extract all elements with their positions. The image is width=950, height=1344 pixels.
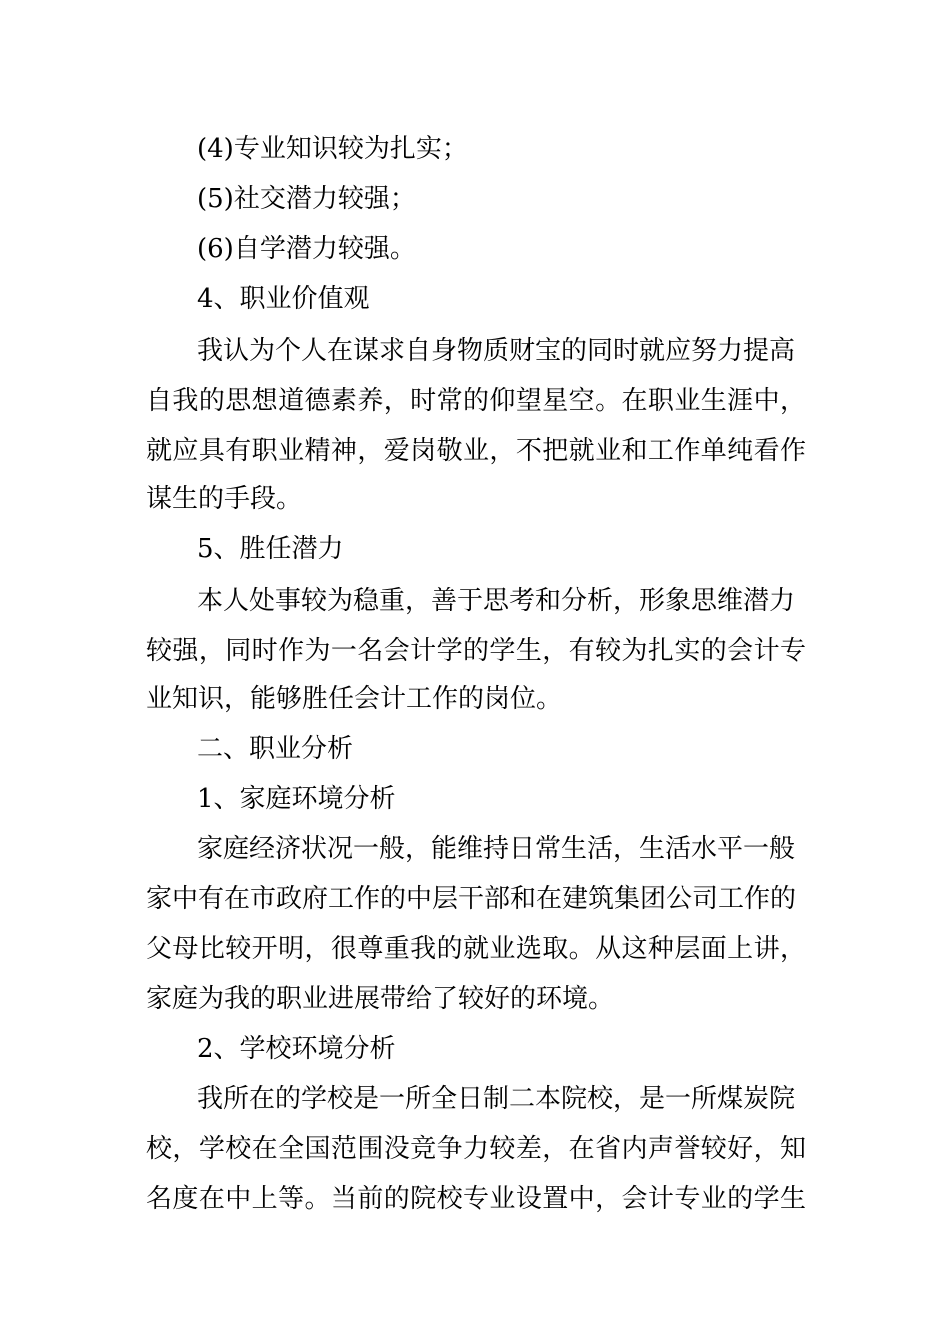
section-heading: 1、家庭环境分析: [197, 784, 396, 814]
paragraph-line: 较强，同时作为一名会计学的学生，有较为扎实的会计专: [146, 636, 806, 666]
paragraph-line: 本人处事较为稳重，善于思考和分析，形象思维潜力: [197, 586, 796, 616]
paragraph-line: 自我的思想道德素养，时常的仰望星空。在职业生涯中，: [146, 386, 806, 416]
list-item: (6)自学潜力较强。: [197, 234, 416, 264]
section-heading: 4、职业价值观: [197, 284, 370, 314]
paragraph-line: 家庭为我的职业进展带给了较好的环境。: [146, 984, 615, 1014]
paragraph-line: 家庭经济状况一般，能维持日常生活，生活水平一般: [197, 834, 796, 864]
list-item: (4)专业知识较为扎实；: [197, 134, 468, 164]
paragraph-line: 父母比较开明，很尊重我的就业选取。从这种层面上讲，: [146, 934, 806, 964]
section-heading: 5、胜任潜力: [197, 534, 344, 564]
paragraph-line: 我认为个人在谋求自身物质财宝的同时就应努力提高: [197, 336, 796, 366]
paragraph-line: 谋生的手段。: [146, 484, 303, 514]
section-heading: 2、学校环境分析: [197, 1034, 396, 1064]
section-heading: 二、职业分析: [197, 734, 354, 764]
paragraph-line: 家中有在市政府工作的中层干部和在建筑集团公司工作的: [146, 884, 797, 914]
paragraph-line: 我所在的学校是一所全日制二本院校，是一所煤炭院: [197, 1084, 796, 1114]
list-item: (5)社交潜力较强；: [197, 184, 416, 214]
paragraph-line: 名度在中上等。当前的院校专业设置中，会计专业的学生: [146, 1184, 806, 1214]
paragraph-line: 校，学校在全国范围没竞争力较差，在省内声誉较好，知: [146, 1134, 806, 1164]
paragraph-line: 业知识，能够胜任会计工作的岗位。: [146, 684, 563, 714]
paragraph-line: 就应具有职业精神，爱岗敬业，不把就业和工作单纯看作: [146, 436, 806, 466]
